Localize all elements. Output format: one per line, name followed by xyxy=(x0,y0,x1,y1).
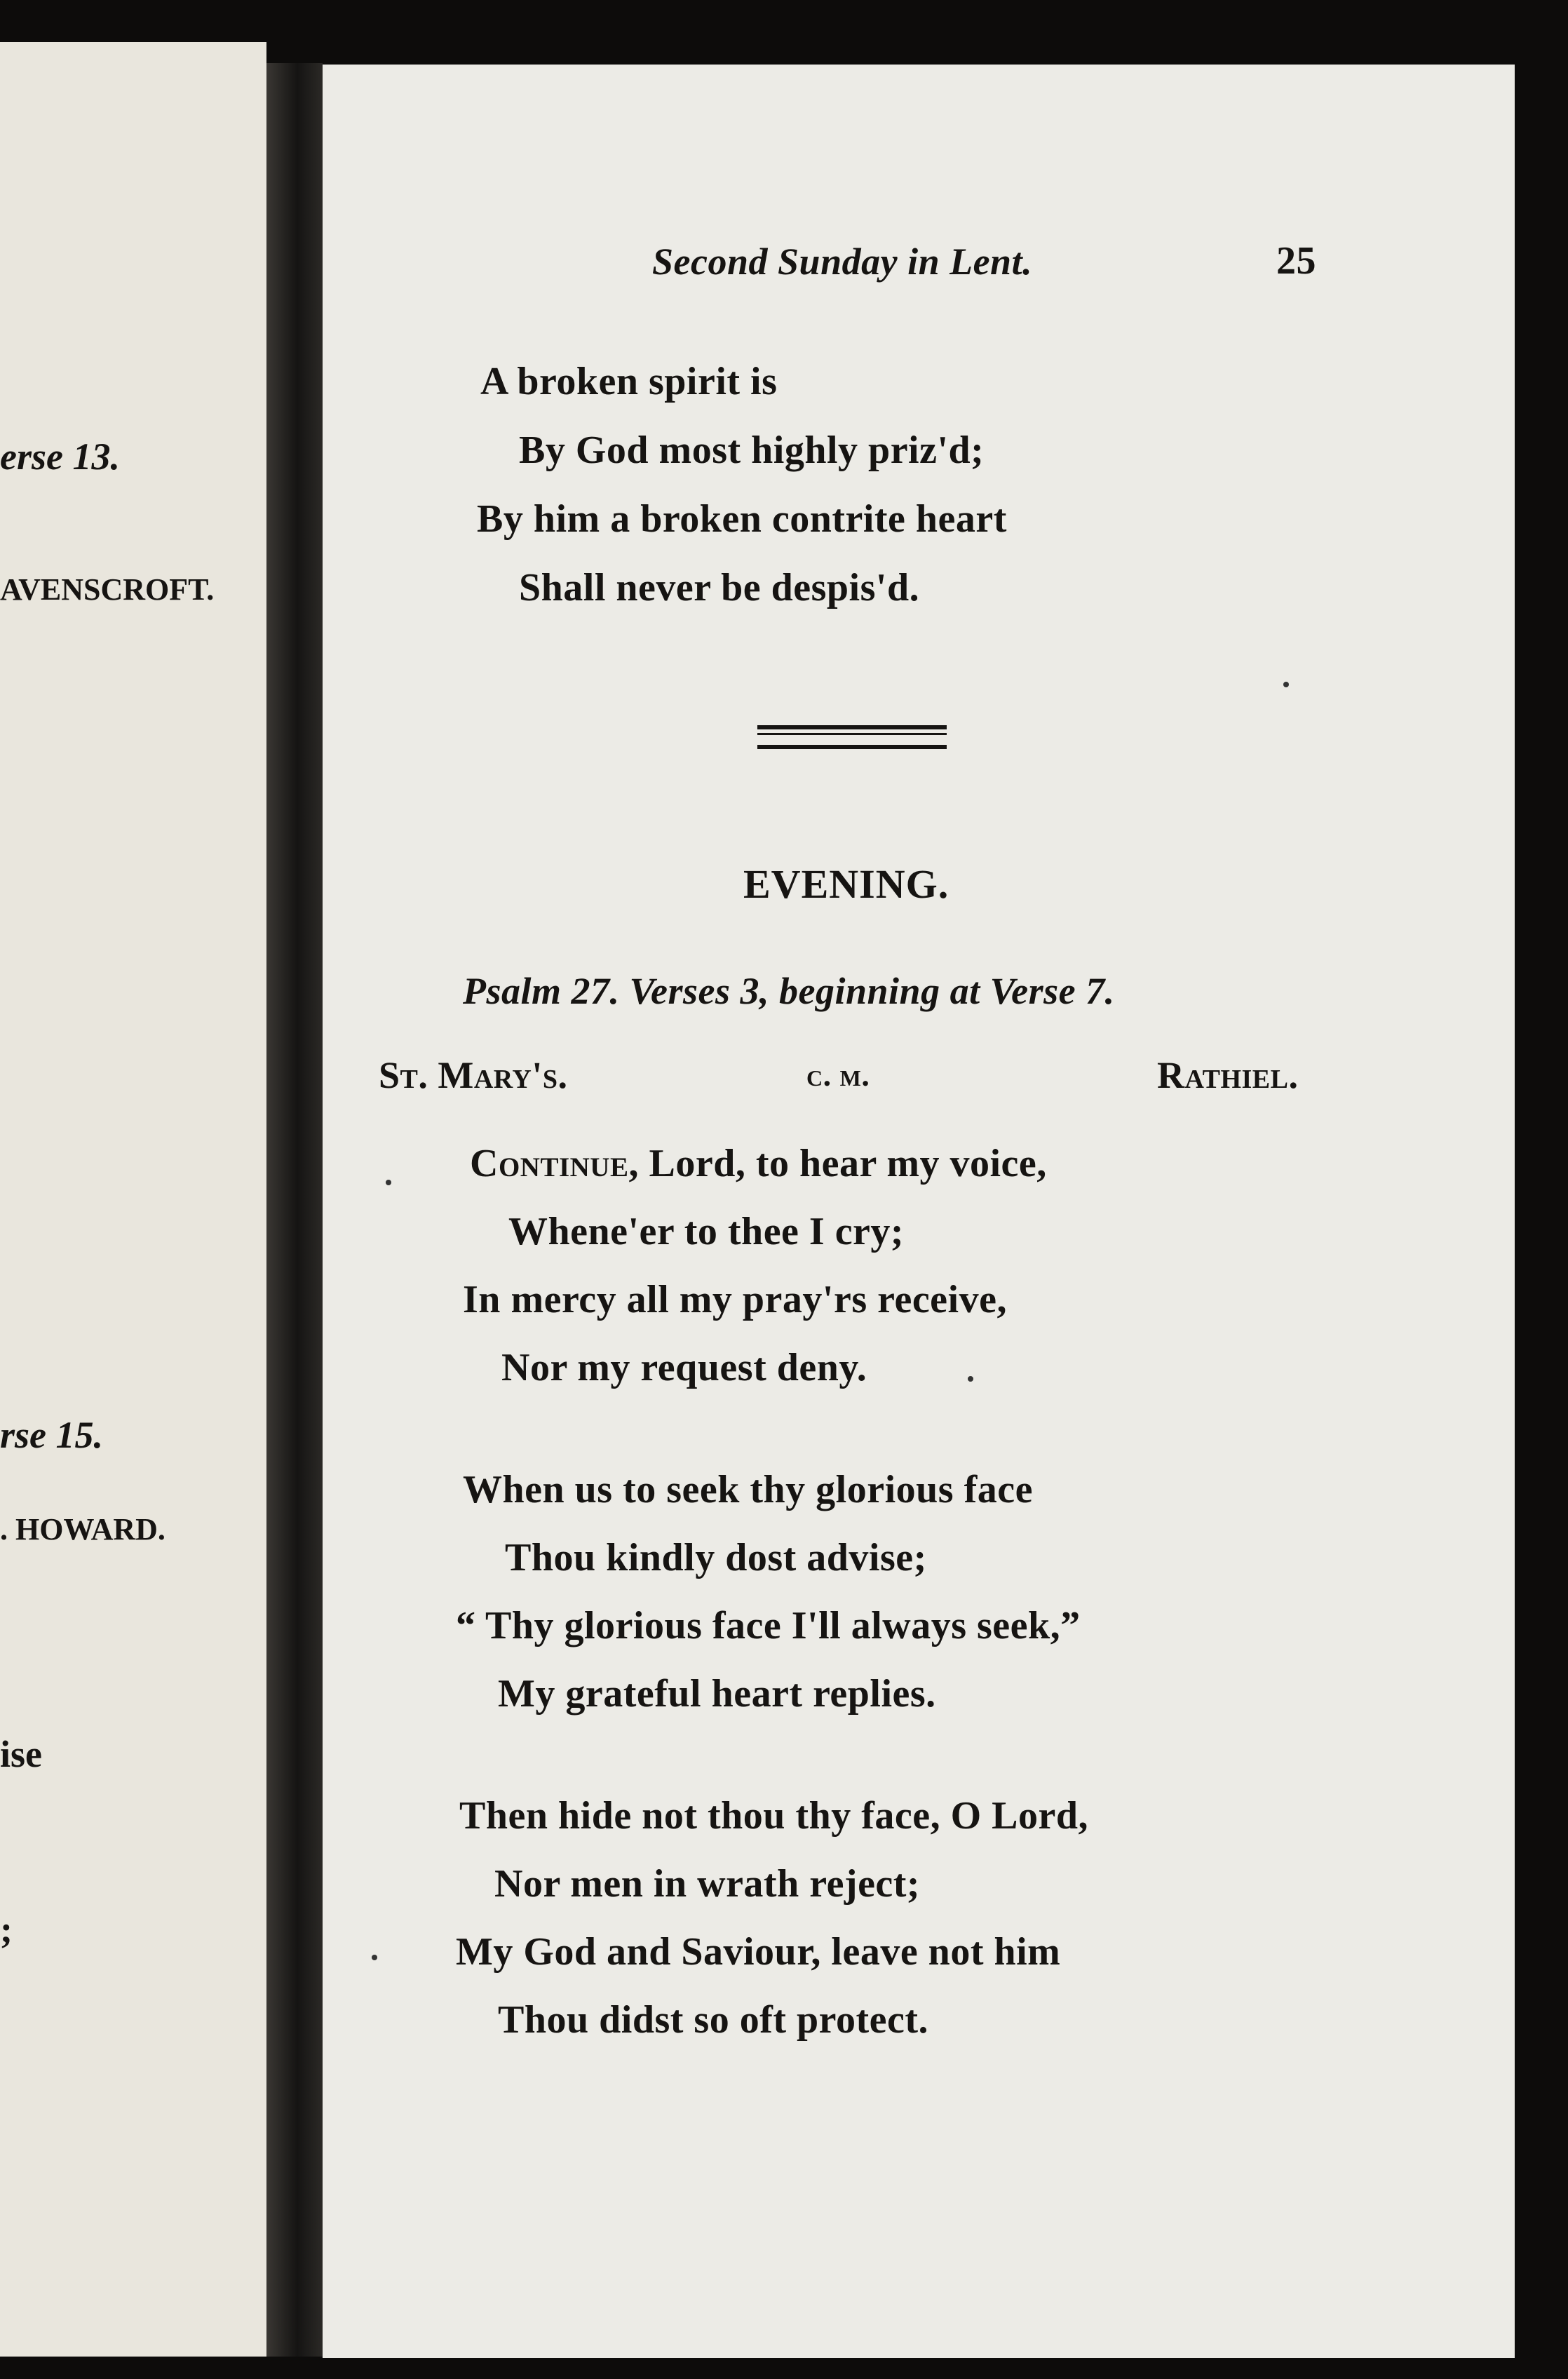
verse-line-first xyxy=(470,1141,1047,1186)
verse-line: My grateful heart replies. xyxy=(498,1672,936,1716)
tune-name-right: Rathiel. xyxy=(1157,1054,1299,1096)
tune-name-left: St. Mary's. xyxy=(379,1054,568,1096)
section-divider-rule xyxy=(757,725,947,749)
scan-speck xyxy=(1283,682,1289,687)
left-page-fragment: AVENSCROFT. xyxy=(0,572,215,607)
verse-line: By God most highly priz'd; xyxy=(519,429,985,472)
psalm-reference: Psalm 27. Verses 3, beginning at Verse 7. xyxy=(463,970,1115,1012)
page-number: 25 xyxy=(1276,239,1316,283)
verse-line: Thou kindly dost advise; xyxy=(505,1536,927,1579)
verse-line: When us to seek thy glorious face xyxy=(463,1468,1033,1511)
left-page-fragment: rse 15. xyxy=(0,1414,103,1456)
scan-speck xyxy=(372,1955,377,1960)
verse-line: Thou didst so oft protect. xyxy=(498,1998,929,2042)
left-page-fragment: ; xyxy=(0,1908,13,1950)
verse-line-rest: Lord, to hear my voice, xyxy=(638,1142,1047,1185)
left-page-fragment: erse 13. xyxy=(0,436,120,478)
verse-line: By him a broken contrite heart xyxy=(477,497,1007,541)
left-facing-page xyxy=(0,42,266,2357)
page-content xyxy=(323,65,1515,2358)
verse-line: Shall never be despis'd. xyxy=(519,566,920,609)
left-page-fragment: ise xyxy=(0,1733,42,1775)
running-head: Second Sunday in Lent. xyxy=(652,241,1033,283)
verse-line: Then hide not thou thy face, O Lord, xyxy=(459,1794,1088,1838)
scan-speck xyxy=(386,1180,391,1185)
drop-word: Continue, xyxy=(470,1142,639,1185)
verse-line: Whene'er to thee I cry; xyxy=(508,1210,905,1253)
verse-line: Nor my request deny. xyxy=(501,1346,867,1389)
verse-line: In mercy all my pray'rs receive, xyxy=(463,1278,1007,1321)
left-page-fragment: . HOWARD. xyxy=(0,1512,165,1546)
scan-speck xyxy=(968,1376,973,1382)
verse-line: “ Thy glorious face I'll always seek,” xyxy=(456,1604,1081,1647)
verse-line: Nor men in wrath reject; xyxy=(494,1862,921,1906)
verse-line: A broken spirit is xyxy=(480,360,778,403)
verse-line: My God and Saviour, leave not him xyxy=(456,1930,1061,1974)
book-gutter xyxy=(266,63,323,2357)
tune-meter: c. m. xyxy=(806,1057,870,1093)
section-title: EVENING. xyxy=(743,861,949,907)
right-page xyxy=(323,65,1515,2358)
